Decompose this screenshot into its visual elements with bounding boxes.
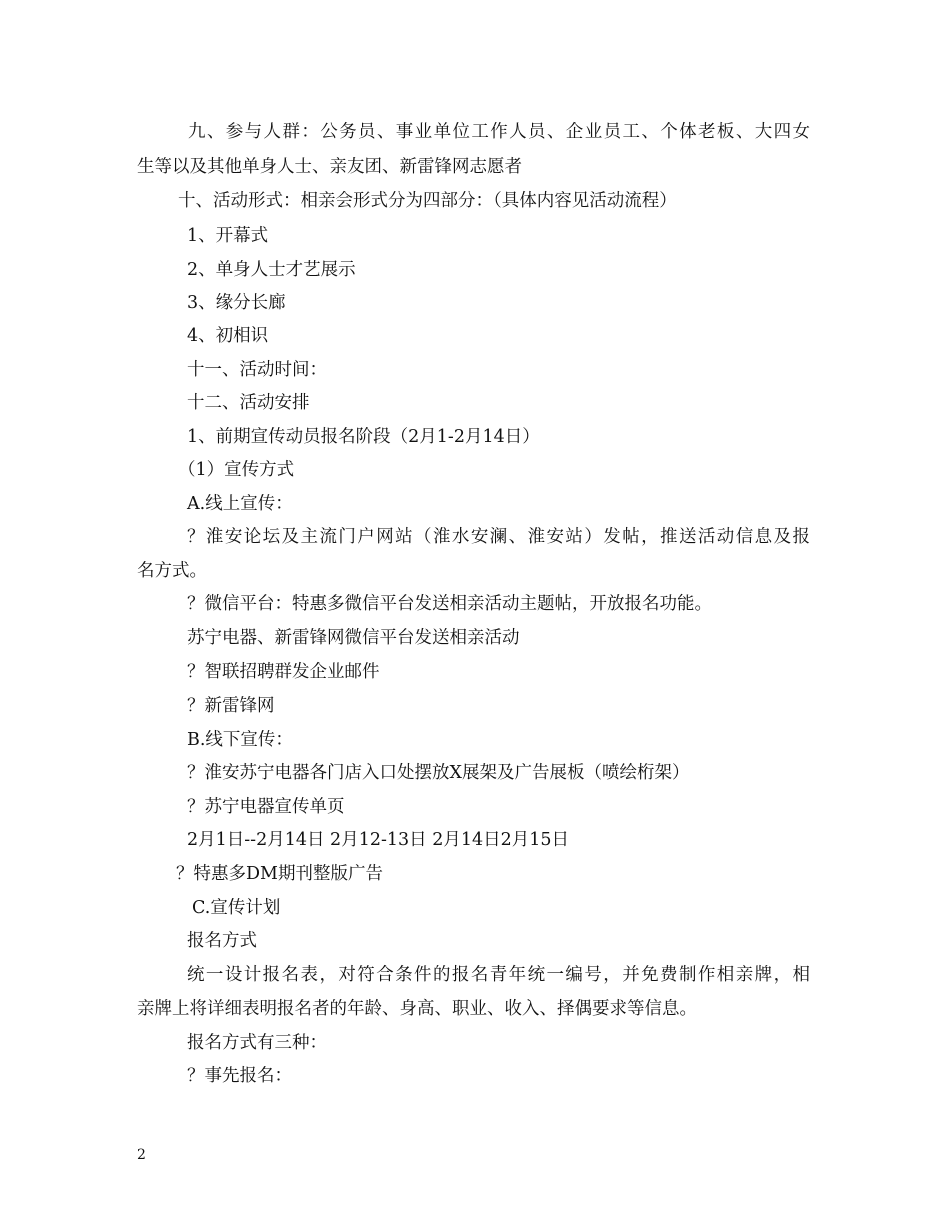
- text-line: 亲牌上将详细表明报名者的年龄、身高、职业、收入、择偶要求等信息。: [137, 999, 697, 1019]
- text-line: ？特惠多DM期刊整版广告: [176, 864, 383, 884]
- text-line: 名方式。: [137, 561, 207, 581]
- text-line: 4、初相识: [187, 326, 269, 346]
- text-line: ？新雷锋网: [187, 696, 275, 716]
- text-line: C.宣传计划: [192, 898, 281, 918]
- text-line: 九、参与人群：公务员、事业单位工作人员、企业员工、个体老板、大四女: [188, 122, 810, 142]
- text-line: 十二、活动安排: [187, 393, 310, 413]
- text-line: A.线上宣传：: [187, 494, 293, 514]
- text-line: 生等以及其他单身人士、亲友团、新雷锋网志愿者: [137, 157, 522, 177]
- text-line: ？微信平台：特惠多微信平台发送相亲活动主题帖，开放报名功能。: [187, 594, 712, 614]
- text-line: 1、前期宣传动员报名阶段（2月1-2月14日）: [187, 427, 540, 447]
- text-line: 统一设计报名表，对符合条件的报名青年统一编号，并免费制作相亲牌，相: [187, 965, 810, 985]
- text-line: 3、缘分长廊: [187, 293, 286, 313]
- text-line: ？智联招聘群发企业邮件: [187, 662, 380, 682]
- text-line: ？淮安论坛及主流门户网站（淮水安澜、淮安站）发帖，推送活动信息及报: [187, 527, 810, 547]
- text-line: （1）宣传方式: [178, 460, 295, 480]
- text-line: 2月1日--2月14日 2月12-13日 2月14日2月15日: [187, 830, 570, 850]
- text-line: 报名方式: [187, 931, 257, 951]
- text-line: ？苏宁电器宣传单页: [187, 797, 345, 817]
- text-line: 十一、活动时间：: [187, 360, 327, 380]
- text-line: 十、活动形式：相亲会形式分为四部分：（具体内容见活动流程）: [178, 191, 677, 211]
- text-line: 报名方式有三种：: [187, 1033, 327, 1053]
- text-line: 1、开幕式: [187, 226, 269, 246]
- text-line: ？事先报名：: [187, 1066, 292, 1086]
- page-number: 2: [137, 1147, 146, 1163]
- text-line: B.线下宣传：: [187, 730, 293, 750]
- text-line: 苏宁电器、新雷锋网微信平台发送相亲活动: [187, 628, 520, 648]
- text-line: ？淮安苏宁电器各门店入口处摆放X展架及广告展板（喷绘桁架）: [187, 763, 690, 783]
- text-line: 2、单身人士才艺展示: [187, 260, 356, 280]
